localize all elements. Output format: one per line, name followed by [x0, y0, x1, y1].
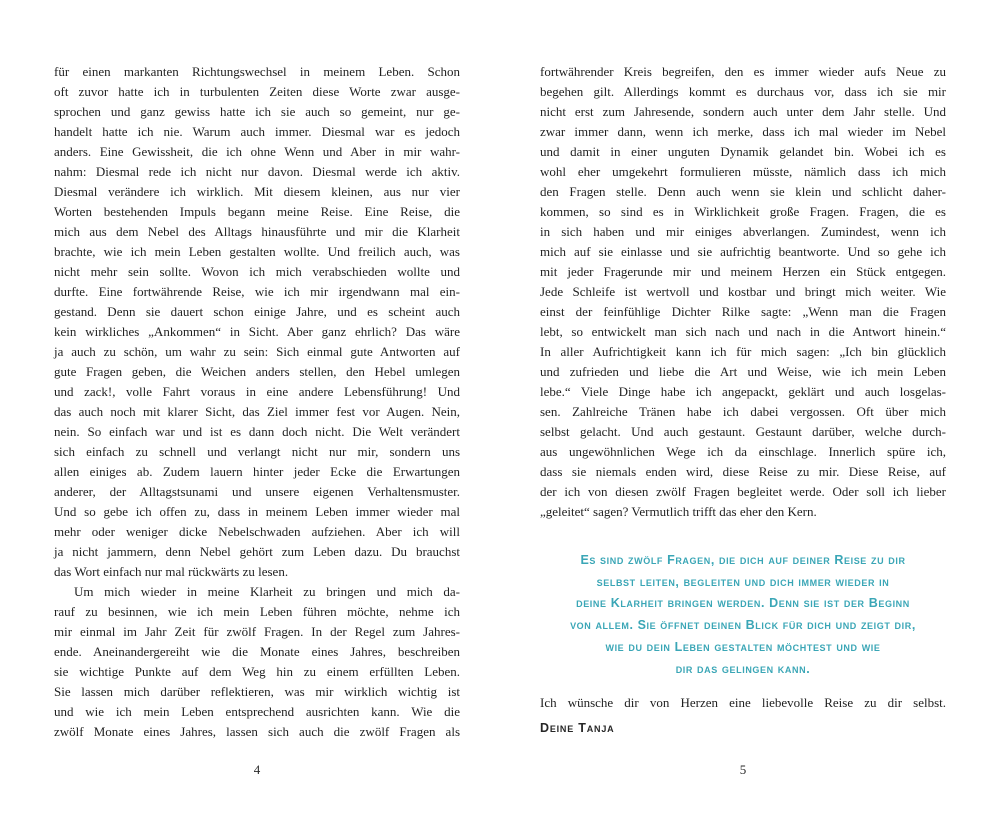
text-line: nicht erst zum Jahresende, sondern auch unter dem Jahr stelle. Und [540, 104, 946, 119]
text-line: und zufrieden und liebe die Art und Weise, wie ich mein Leben [540, 364, 946, 379]
text-line: zwar immer dann, wenn ich merke, dass ich mal wieder im Nebel [540, 124, 946, 139]
text-line: mich auf sie einlasse und sie aufrichtig beantworte. Und so gehe ich [540, 244, 946, 259]
text-line: das auch noch mit klarer Sicht, das Ziel immer fest vor Augen. Nein, [54, 404, 460, 419]
text-line: kommen, so sind es in Wirklichkeit große Fragen. Fragen, die es [540, 204, 946, 219]
text-line: ja nicht jammern, denn Nebel gehört zum Leben dazu. Du brauchst [54, 544, 460, 559]
text-line: Jede Schleife ist wertvoll und kostbar und bringt mich weiter. Wie [540, 284, 946, 299]
text-line: rauf zu besinnen, wie ich mein Leben führen möchte, nehme ich [54, 604, 460, 619]
text-line: gestand. Denn sie dauert schon einige Jahre, und es scheint auch [54, 304, 460, 319]
text-line: durfte. Eine fortwährende Reise, wie ich mir irgendwann mal ein- [54, 284, 460, 299]
text-line: Diesmal verändere ich wirklich. Mit diesem kleinen, aus nur vier [54, 184, 460, 199]
text-line: lebt, so entwickelt man sich nach und nach in die Antwort hinein.“ [540, 324, 946, 339]
text-line: fortwährender Kreis begreifen, den es immer wieder aufs Neue zu [540, 64, 946, 79]
text-line: allen einiges ab. Zudem lauern hinter jeder Ecke die Erwartungen [54, 464, 460, 479]
highlight-quote [540, 550, 946, 680]
text-line: in sich haben und mir einiges abverlangen. Zumindest, wenn ich [540, 224, 946, 239]
text-line: ja auch zu schön, um wahr zu sein: Sich einmal gute Antworten auf [54, 344, 460, 359]
text-line: mir einmal im Jahr Zeit für zwölf Fragen. In der Regel zum Jahres- [54, 624, 460, 639]
text-line: „geleitet“ sagen? Vermutlich trifft das eher den Kern. [540, 504, 817, 519]
text-line: dass sie niemals enden wird, diese Reise zu mir. Diese Reise, auf [540, 464, 946, 479]
text-line: mich aus dem Nebel des Alltags hinausführte und mir die Klarheit [54, 224, 460, 239]
text-line: nicht mehr sein sollte. Wovon ich mich verabschieden wollte und [54, 264, 460, 279]
page-number-right: 5 [739, 762, 747, 777]
page-number-left: 4 [253, 762, 261, 777]
text-line: gute Fragen geben, die Weichen anders stellen, den Hebel umlegen [54, 364, 460, 379]
text-line: kein wirkliches „Ankommen“ in Sicht. Aber ganz ehrlich? Das wäre [54, 324, 460, 339]
text-line: und damit in einer unguten Dynamik gelandet bin. Wobei ich es [540, 144, 946, 159]
text-line: zwölf Monate eines Jahres, lassen sich auch die zwölf Fragen als [54, 724, 460, 739]
text-line: wie du dein Leben gestalten möchtest und wie [605, 639, 881, 654]
text-line: Und so gebe ich offen zu, dass in meinem Leben immer wieder mal [54, 504, 460, 519]
text-line: der ich von diesen zwölf Fragen begleitet werde. Oder soll ich lieber [540, 484, 946, 499]
text-line: aus ungewöhnlichen Wege ich da einschlage. Innerlich spüre ich, [540, 444, 946, 459]
text-line: Worten bestehenden Impuls begann meine Reise. Eine Reise, die [54, 204, 460, 219]
left-page-text [54, 62, 460, 742]
text-line: nahm: Diesmal rede ich nicht nur davon. Diesmal werde ich aktiv. [54, 164, 460, 179]
text-line: und zack!, volle Fahrt voraus in eine andere Lebensführung! Und [54, 384, 460, 399]
text-line: sich einfach zu schnell und verlangt nicht nur mir, sondern uns [54, 444, 460, 459]
text-line: sen. Zahlreiche Tränen habe ich dabei vergossen. Oft über mich [540, 404, 946, 419]
text-line: dir das gelingen kann. [675, 661, 811, 676]
text-line: sprochen und ganz gewiss hatte ich sie auch so gemeint, nur ge- [54, 104, 460, 119]
text-line: oft zuvor hatte ich in turbulenten Zeiten diese Worte zwar ausge- [54, 84, 460, 99]
text-line: selbst leiten, begleiten und dich immer wieder in [596, 574, 890, 589]
right-page [540, 62, 946, 738]
text-line: ende. Aneinandergereiht wie die Monate eines Jahres, beschreiben [54, 644, 460, 659]
author-signature: Deine Tanja [540, 721, 615, 736]
text-line: lebe.“ Viele Dinge habe ich angepackt, geklärt und auch losgelas- [540, 384, 946, 399]
text-line: In aller Aufrichtigkeit kann ich für mich sagen: „Ich bin glücklich [540, 344, 946, 359]
text-line: Es sind zwölf Fragen, die dich auf deiner Reise zu dir [580, 553, 906, 567]
text-line: nein. So einfach war und ist es dann doch nicht. Die Welt verändert [54, 424, 460, 439]
text-line: sie wichtige Punkte auf dem Weg hin zu einem erfüllten Leben. [54, 664, 460, 679]
closing-line: Ich wünsche dir von Herzen eine liebevolle Reise zu dir selbst. [540, 695, 946, 711]
text-line: begehen gilt. Allerdings kommt es durchaus vor, dass ich sie mir [540, 84, 946, 99]
text-line: das Wort einfach nur mal rückwärts zu lesen. [54, 564, 289, 579]
text-line: von allem. Sie öffnet deinen Blick für dich und zeigt dir, [570, 618, 916, 633]
text-line: selbst gelacht. Und auch gestaunt. Gestaunt darüber, welche durch- [540, 424, 946, 439]
right-page-text [540, 62, 946, 522]
text-line: und wie ich mein Leben entsprechend ausrichten kann. Wie die [54, 704, 460, 719]
text-line: mehr oder weniger dicke Nebelschwaden aufziehen. Aber ich will [54, 524, 460, 539]
text-line: handelt hatte ich nie. Warum auch immer. Diesmal war es jedoch [54, 124, 460, 139]
text-line: einst der feinfühlige Dichter Rilke sagte: „Wenn man die Fragen [540, 304, 946, 319]
text-line: wohl eher umgekehrt formulieren müsste, nämlich dass ich mich [540, 164, 946, 179]
text-line: Um mich wieder in meine Klarheit zu bringen und mich da- [74, 584, 460, 599]
text-line: Sie lassen mich darüber reflektieren, was mir wirklich wichtig ist [54, 684, 460, 699]
text-line: mit jeder Fragerunde mir und meinem Herzen ein Stück entgegen. [540, 264, 946, 279]
text-line: anders. Eine Gewissheit, die ich ohne Wenn und Aber in mir wahr- [54, 144, 460, 159]
text-line: anderer, der Alltagstsunami und unsere eigenen Verhaltensmuster. [54, 484, 460, 499]
text-line: für einen markanten Richtungswechsel in meinem Leben. Schon [54, 64, 460, 79]
text-line: brachte, wie ich mein Leben gestalten wollte. Und freilich auch, was [54, 244, 460, 259]
text-line: den Fragen stelle. Denn auch wenn sie klein und schlicht daher- [540, 184, 946, 199]
text-line: deine Klarheit bringen werden. Denn sie ist der Beginn [576, 596, 910, 611]
